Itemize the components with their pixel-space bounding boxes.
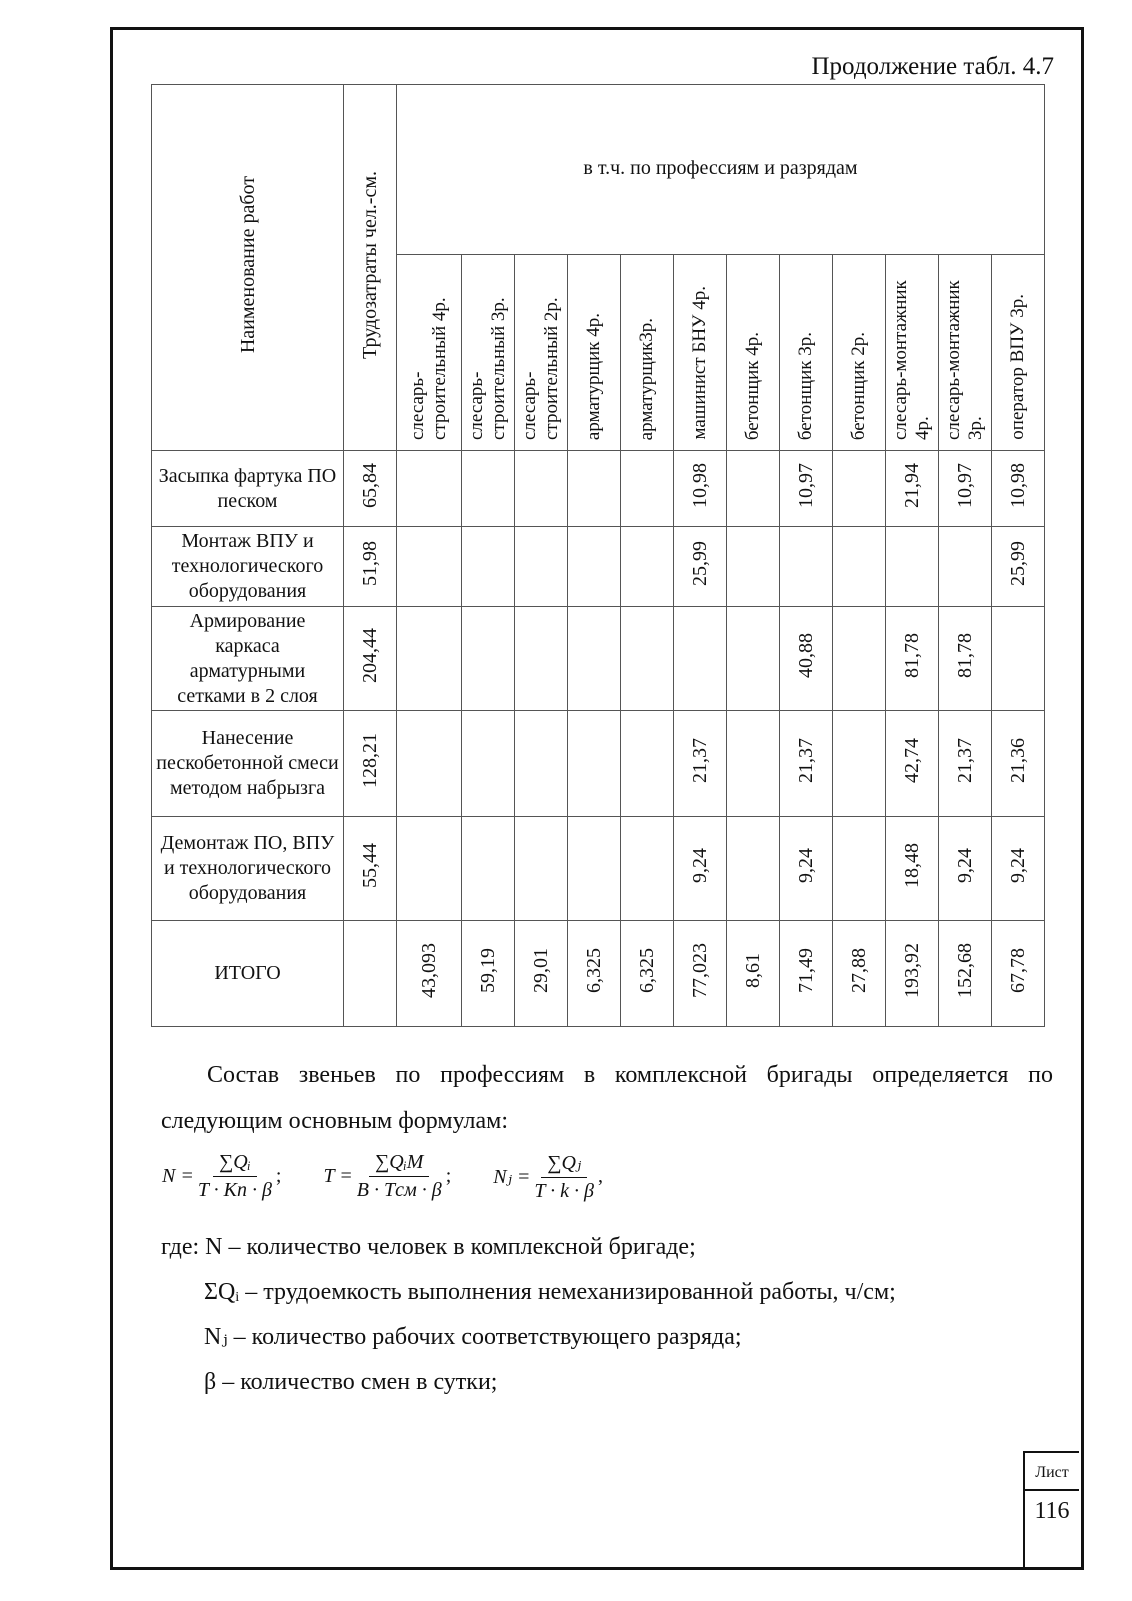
profession-header: слесарь-строительный 4р. bbox=[407, 297, 450, 440]
row-value-cell bbox=[992, 711, 1045, 817]
row-value-cell bbox=[674, 607, 727, 711]
formula-n-fraction bbox=[198, 1151, 272, 1202]
total-value: 59,19 bbox=[477, 948, 499, 993]
total-value-cell bbox=[621, 921, 674, 1027]
row-value-cell bbox=[674, 711, 727, 817]
row-value-cell bbox=[833, 817, 886, 921]
formula-nj-separator: , bbox=[597, 1165, 603, 1187]
row-value-cell bbox=[621, 451, 674, 527]
row-name: Монтаж ВПУ и технологического оборудования bbox=[152, 527, 344, 607]
total-name: ИТОГО bbox=[152, 921, 344, 1027]
row-labor-cell bbox=[344, 527, 397, 607]
row-value-cell bbox=[886, 817, 939, 921]
formula-nj-numerator: ∑Qⱼ bbox=[541, 1150, 587, 1178]
row-value-cell bbox=[833, 527, 886, 607]
row-value-cell bbox=[727, 607, 780, 711]
formula-nj-lhs: Nⱼ = bbox=[493, 1166, 531, 1188]
row-value-cell bbox=[886, 711, 939, 817]
row-value: 10,98 bbox=[1007, 463, 1029, 508]
row-value-cell bbox=[727, 817, 780, 921]
profession-header-cell bbox=[886, 255, 939, 451]
row-value: 10,97 bbox=[795, 463, 817, 508]
profession-header-cell bbox=[462, 255, 515, 451]
total-row bbox=[152, 921, 1045, 1027]
profession-header-cell bbox=[674, 255, 727, 451]
profession-header: арматурщик3р. bbox=[636, 317, 658, 440]
total-value-cell bbox=[939, 921, 992, 1027]
total-value: 77,023 bbox=[689, 943, 711, 998]
header-name: Наименование работ bbox=[236, 175, 259, 354]
row-value-cell bbox=[462, 817, 515, 921]
row-value: 9,24 bbox=[954, 848, 976, 883]
row-value: 21,37 bbox=[795, 738, 817, 783]
row-value-cell bbox=[939, 607, 992, 711]
row-value-cell bbox=[939, 527, 992, 607]
row-name: Демонтаж ПО, ВПУ и технологического оборудования bbox=[152, 817, 344, 921]
row-labor-cell bbox=[344, 607, 397, 711]
row-value: 21,94 bbox=[901, 463, 923, 508]
row-value-cell bbox=[397, 527, 462, 607]
definition-beta: β – количество смен в сутки; bbox=[204, 1369, 498, 1395]
row-value: 18,48 bbox=[901, 843, 923, 888]
row-value-cell bbox=[568, 527, 621, 607]
sheet-number: 116 bbox=[1034, 1498, 1070, 1524]
row-value: 40,88 bbox=[795, 633, 817, 678]
header-labor: Трудозатраты чел.-см. bbox=[359, 170, 381, 359]
formulas bbox=[162, 1150, 603, 1203]
row-value-cell bbox=[727, 451, 780, 527]
total-value: 27,88 bbox=[848, 948, 870, 993]
total-value: 8,61 bbox=[742, 953, 764, 988]
profession-header-cell bbox=[397, 255, 462, 451]
total-value: 43,093 bbox=[418, 943, 440, 998]
total-value: 152,68 bbox=[954, 943, 976, 998]
row-value-cell bbox=[939, 451, 992, 527]
table-row bbox=[152, 607, 1045, 711]
total-value-cell bbox=[886, 921, 939, 1027]
total-value-cell bbox=[515, 921, 568, 1027]
profession-header-cell bbox=[568, 255, 621, 451]
total-labor-cell bbox=[344, 921, 397, 1027]
row-value-cell bbox=[886, 607, 939, 711]
sheet-stamp bbox=[1023, 1451, 1079, 1568]
header-row-1 bbox=[152, 85, 1045, 255]
row-value-cell bbox=[462, 451, 515, 527]
total-value: 67,78 bbox=[1007, 948, 1029, 993]
row-value: 10,98 bbox=[689, 463, 711, 508]
row-value: 42,74 bbox=[901, 738, 923, 783]
labor-table bbox=[151, 84, 1045, 1027]
row-labor: 51,98 bbox=[359, 541, 381, 586]
row-name: Армирование каркаса арматурными сетками в 2 слоя bbox=[152, 607, 344, 711]
profession-header-cell bbox=[780, 255, 833, 451]
profession-header: слесарь-строительный 3р. bbox=[466, 297, 509, 440]
row-value-cell bbox=[397, 607, 462, 711]
row-labor: 204,44 bbox=[359, 628, 381, 683]
row-value: 10,97 bbox=[954, 463, 976, 508]
row-value-cell bbox=[992, 607, 1045, 711]
table-row bbox=[152, 817, 1045, 921]
row-value-cell bbox=[727, 527, 780, 607]
row-value: 9,24 bbox=[1007, 848, 1029, 883]
total-value-cell bbox=[462, 921, 515, 1027]
row-value-cell bbox=[780, 711, 833, 817]
profession-header-cell bbox=[939, 255, 992, 451]
row-labor: 55,44 bbox=[359, 843, 381, 888]
row-value: 25,99 bbox=[689, 541, 711, 586]
row-value-cell bbox=[833, 607, 886, 711]
profession-header: арматурщик 4р. bbox=[583, 312, 605, 440]
header-name-cell bbox=[152, 85, 344, 451]
row-value-cell bbox=[621, 817, 674, 921]
profession-header: слесарь-строительный 2р. bbox=[519, 297, 562, 440]
formula-t-fraction bbox=[357, 1151, 442, 1202]
formula-n-denominator: T · Kп · β bbox=[197, 1179, 272, 1201]
total-value-cell bbox=[780, 921, 833, 1027]
formula-n-lhs: N = bbox=[162, 1165, 194, 1187]
row-value-cell bbox=[992, 527, 1045, 607]
row-name: Засыпка фартука ПО песком bbox=[152, 451, 344, 527]
table-row bbox=[152, 711, 1045, 817]
profession-header: бетонщик 3р. bbox=[795, 331, 817, 440]
paragraph-line-2: следующим основным формулам: bbox=[161, 1108, 509, 1134]
formula-t-denominator: B · Tсм · β bbox=[356, 1179, 442, 1201]
row-value-cell bbox=[397, 451, 462, 527]
row-value-cell bbox=[674, 527, 727, 607]
profession-header-cell bbox=[727, 255, 780, 451]
row-labor: 128,21 bbox=[359, 733, 381, 788]
profession-header-cell bbox=[515, 255, 568, 451]
row-value-cell bbox=[780, 607, 833, 711]
row-value-cell bbox=[780, 527, 833, 607]
profession-header: бетонщик 2р. bbox=[848, 331, 870, 440]
row-labor-cell bbox=[344, 817, 397, 921]
header-group-cell bbox=[397, 85, 1045, 255]
table-caption: Продолжение табл. 4.7 bbox=[811, 53, 1054, 80]
row-value-cell bbox=[515, 527, 568, 607]
row-value: 25,99 bbox=[1007, 541, 1029, 586]
row-value-cell bbox=[833, 451, 886, 527]
row-value: 81,78 bbox=[901, 633, 923, 678]
row-labor-cell bbox=[344, 711, 397, 817]
formula-t-numerator: ∑QᵢM bbox=[369, 1151, 430, 1177]
row-value: 21,36 bbox=[1007, 738, 1029, 783]
total-value-cell bbox=[568, 921, 621, 1027]
profession-header-cell bbox=[833, 255, 886, 451]
row-value-cell bbox=[674, 451, 727, 527]
table-row bbox=[152, 451, 1045, 527]
row-name: Нанесение пескобетонной смеси методом набрызга bbox=[152, 711, 344, 817]
total-value-cell bbox=[833, 921, 886, 1027]
definition-q: ΣQᵢ – трудоемкость выполнения немеханизированной работы, ч/см; bbox=[204, 1279, 896, 1305]
row-value-cell bbox=[886, 527, 939, 607]
row-value-cell bbox=[833, 711, 886, 817]
total-value: 193,92 bbox=[901, 943, 923, 998]
row-value-cell bbox=[568, 817, 621, 921]
row-value: 81,78 bbox=[954, 633, 976, 678]
row-value-cell bbox=[674, 817, 727, 921]
row-value: 21,37 bbox=[689, 738, 711, 783]
row-value: 9,24 bbox=[795, 848, 817, 883]
row-labor: 65,84 bbox=[359, 463, 381, 508]
row-value-cell bbox=[621, 711, 674, 817]
row-value-cell bbox=[992, 451, 1045, 527]
sheet-label: Лист bbox=[1025, 1453, 1079, 1491]
row-value-cell bbox=[939, 711, 992, 817]
row-value-cell bbox=[568, 711, 621, 817]
definition-nj: Nⱼ – количество рабочих соответствующего разряда; bbox=[204, 1324, 742, 1350]
row-value-cell bbox=[992, 817, 1045, 921]
row-labor-cell bbox=[344, 451, 397, 527]
profession-header-cell bbox=[621, 255, 674, 451]
row-value-cell bbox=[515, 451, 568, 527]
row-value-cell bbox=[886, 451, 939, 527]
row-value-cell bbox=[939, 817, 992, 921]
total-value: 6,325 bbox=[583, 948, 605, 993]
row-value-cell bbox=[515, 817, 568, 921]
row-value-cell bbox=[515, 607, 568, 711]
total-value-cell bbox=[727, 921, 780, 1027]
row-value-cell bbox=[397, 817, 462, 921]
profession-header: машинист БНУ 4р. bbox=[689, 286, 711, 440]
formula-t-lhs: T = bbox=[323, 1165, 353, 1187]
formula-nj-fraction bbox=[534, 1150, 594, 1203]
total-value-cell bbox=[674, 921, 727, 1027]
header-labor-cell bbox=[344, 85, 397, 451]
profession-header: бетонщик 4р. bbox=[742, 331, 764, 440]
total-value: 6,325 bbox=[636, 948, 658, 993]
profession-header-cell bbox=[992, 255, 1045, 451]
profession-header: оператор ВПУ 3р. bbox=[1007, 294, 1029, 440]
row-value-cell bbox=[780, 817, 833, 921]
formula-nj-denominator: T · k · β bbox=[534, 1180, 594, 1202]
formula-n-numerator: ∑Qᵢ bbox=[213, 1151, 257, 1177]
row-value-cell bbox=[568, 451, 621, 527]
row-value-cell bbox=[780, 451, 833, 527]
total-value-cell bbox=[992, 921, 1045, 1027]
paragraph-line-1: Состав звеньев по профессиям в комплексной бригады определяется по bbox=[207, 1062, 1053, 1088]
row-value: 9,24 bbox=[689, 848, 711, 883]
total-value: 29,01 bbox=[530, 948, 552, 993]
row-value-cell bbox=[568, 607, 621, 711]
definition-n: где: N – количество человек в комплексной бригаде; bbox=[161, 1234, 696, 1260]
total-value-cell bbox=[397, 921, 462, 1027]
row-value-cell bbox=[621, 607, 674, 711]
row-value: 21,37 bbox=[954, 738, 976, 783]
row-value-cell bbox=[727, 711, 780, 817]
row-value-cell bbox=[462, 607, 515, 711]
profession-header: слесарь-монтажник 3р. bbox=[943, 280, 986, 440]
row-value-cell bbox=[462, 527, 515, 607]
row-value-cell bbox=[462, 711, 515, 817]
header-group: в т.ч. по профессиям и разрядам bbox=[583, 157, 858, 179]
formula-n-separator: ; bbox=[275, 1165, 282, 1187]
row-value-cell bbox=[397, 711, 462, 817]
table-row bbox=[152, 527, 1045, 607]
row-value-cell bbox=[515, 711, 568, 817]
formula-t-separator: ; bbox=[445, 1165, 452, 1187]
profession-header: слесарь-монтажник 4р. bbox=[890, 280, 933, 440]
row-value-cell bbox=[621, 527, 674, 607]
total-value: 71,49 bbox=[795, 948, 817, 993]
